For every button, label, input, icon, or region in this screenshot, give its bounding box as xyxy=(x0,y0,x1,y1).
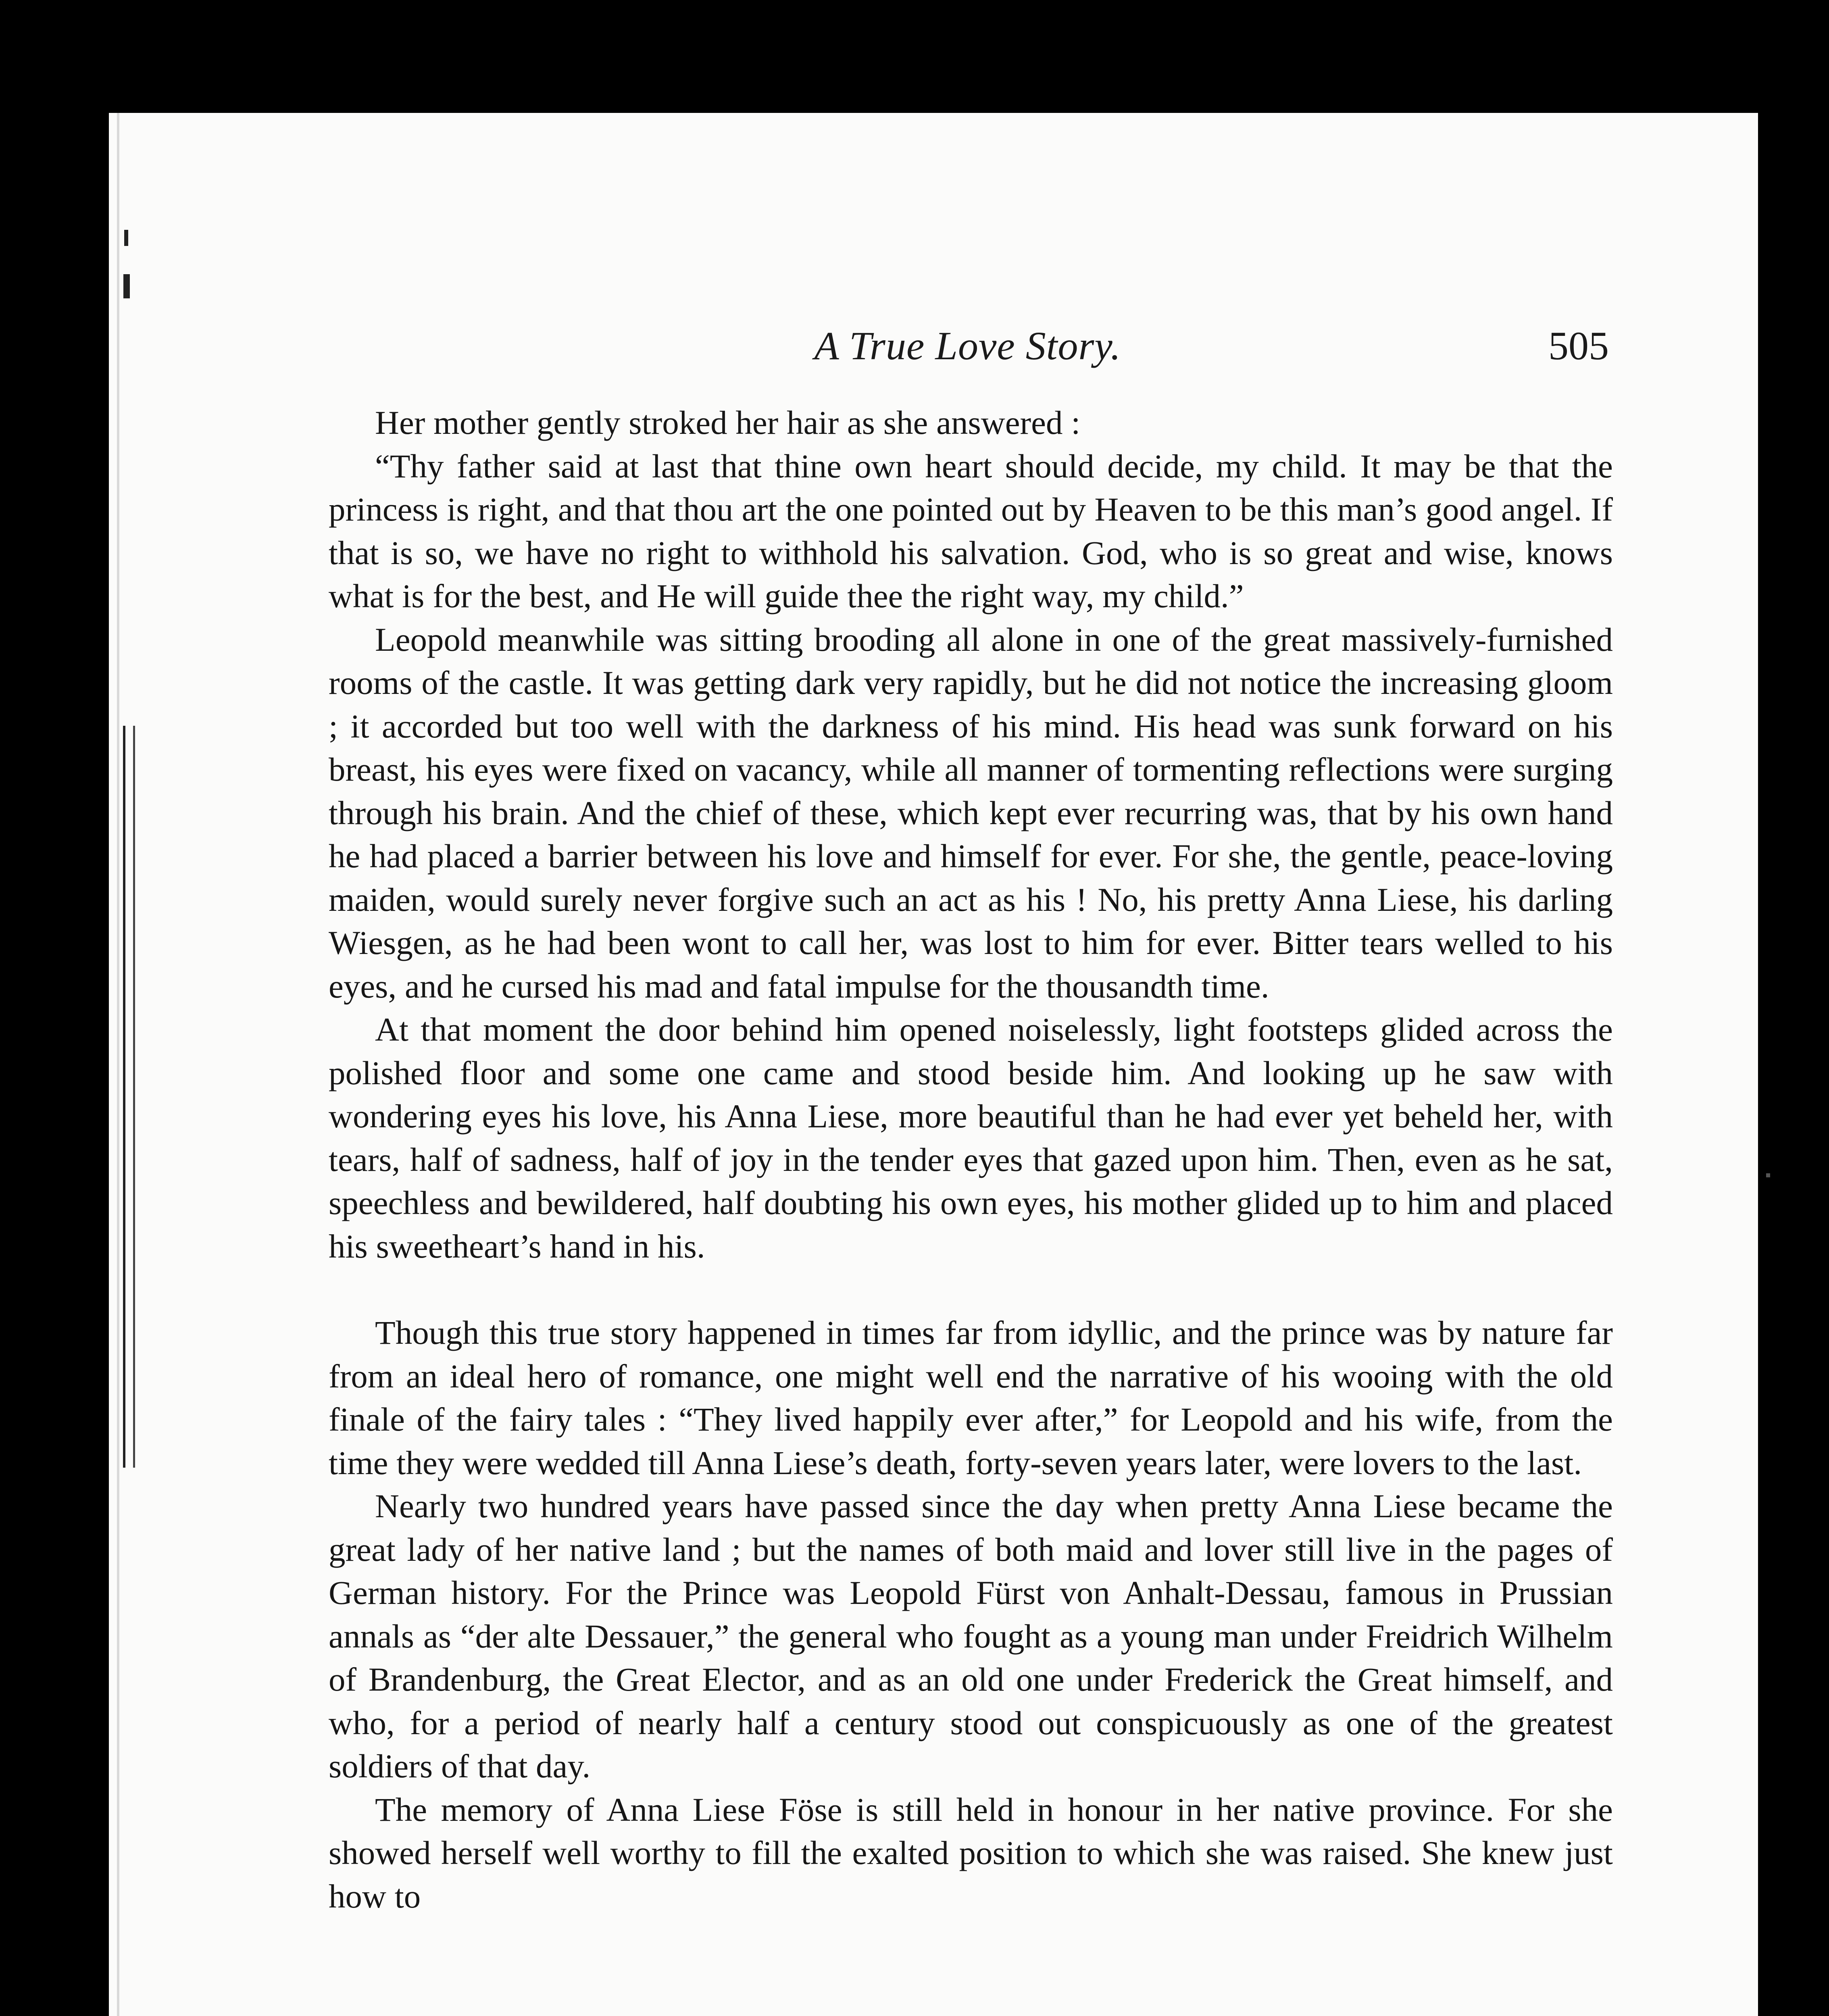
paragraph: At that moment the door behind him opened noiselessly, light footsteps glided across the polished floor and some one came and stood beside him. And looking up he saw with wondering eyes his love, his Anna Liese, more beautiful than he had ever yet beheld her, with tears, half of sadness, half of joy in the tender eyes that gazed upon him. Then, even as he sat, speechless and bewildered, half doubting his own eyes, his mother glided up to him and placed his sweetheart’s hand in his. xyxy=(329,1011,1613,1265)
paragraph: Leopold meanwhile was sitting brooding all alone in one of the great massively-furnished rooms of the castle. It was getting dark very rapidly, but he did not notice the increasing gloom ; it accorded but too well with the darkness of his mind. His head was sunk forward on his breast, his eyes were fixed on vacancy, while all manner of tormenting reflections were surging through his brain. And the chief of these, which kept ever recurring was, that by his own hand he had placed a barrier between his love and himself for ever. For she, the gentle, peace-loving maiden, would surely never forgive such an act as his ! No, his pretty Anna Liese, his darling Wiesgen, as he had been wont to call her, was lost to him for ever. Bitter tears welled to his eyes, and he cursed his mad and fatal impulse for the thousandth time. xyxy=(329,621,1613,1005)
page-header xyxy=(327,323,1609,387)
page-number: 505 xyxy=(1548,323,1609,368)
book-page xyxy=(109,113,1758,2016)
bookmark-ribbon xyxy=(123,726,135,1468)
margin-mark xyxy=(123,274,130,298)
paragraph: “Thy father said at last that thine own heart should decide, my child. It may be that the princess is right, and that thou art the one pointed out by Heaven to be this man’s good angel. If that is so, we have no right to withhold his salvation. God, who is so great and wise, knows what is for the best, and He will guide thee the right way, my child.” xyxy=(329,447,1613,614)
running-title: A True Love Story. xyxy=(814,323,1121,368)
body-text xyxy=(329,401,1613,1918)
paragraph: The memory of Anna Liese Föse is still held in honour in her native province. For she showed herself well worthy to fill the exalted position to which she was raised. She knew just how to xyxy=(329,1791,1613,1915)
paragraph: Her mother gently stroked her hair as she answered : xyxy=(375,404,1081,441)
paragraph: Nearly two hundred years have passed since the day when pretty Anna Liese became the great lady of her native land ; but the names of both maid and lover still live in the pages of German history. For the Prince was Leopold Fürst von Anhalt-Dessau, famous in Prussian annals as “der alte Dessauer,” the general who fought as a young man under Freidrich Wilhelm of Brandenburg, the Great Elector, and as an old one under Frederick the Great himself, and who, for a period of nearly half a century stood out conspicuously as one of the greatest soldiers of that day. xyxy=(329,1487,1613,1785)
page-spine-shadow xyxy=(117,113,119,2016)
margin-mark xyxy=(1766,1173,1770,1177)
margin-mark xyxy=(124,230,128,246)
paragraph: Though this true story happened in times far from idyllic, and the prince was by nature far from an ideal hero of romance, one might well end the narrative of his wooing with the old finale of the fairy tales : “They lived happily ever after,” for Leopold and his wife, from the time they were wedded till Anna Liese’s death, forty-seven years later, were lovers to the last. xyxy=(329,1314,1613,1481)
